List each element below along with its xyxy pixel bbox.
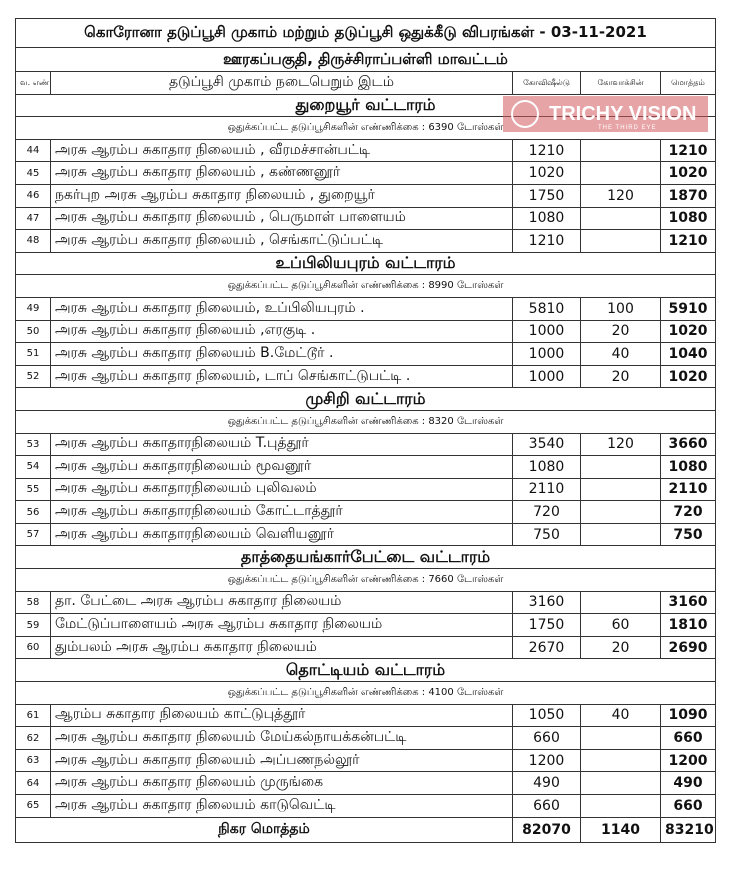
covishield-count: 1000 — [513, 365, 581, 388]
serial-number: 44 — [16, 139, 51, 162]
covaxin-count — [581, 230, 661, 253]
covishield-count: 3540 — [513, 433, 581, 456]
serial-number: 52 — [16, 365, 51, 388]
row-total: 1210 — [661, 139, 716, 162]
block-quota: ஒதுக்கப்பட்ட தடுப்பூசிகளின் எண்ணிக்கை : 8320 டோஸ்கள் — [16, 410, 716, 433]
row-total: 3660 — [661, 433, 716, 456]
covishield-count: 1020 — [513, 162, 581, 185]
serial-number: 51 — [16, 343, 51, 366]
covaxin-count — [581, 523, 661, 546]
table-row — [16, 501, 716, 524]
covishield-count: 1750 — [513, 184, 581, 207]
row-total: 720 — [661, 501, 716, 524]
covaxin-count: 20 — [581, 365, 661, 388]
covaxin-count — [581, 478, 661, 501]
place-name: அரசு ஆரம்ப சுகாதார நிலையம் ,எரகுடி . — [51, 320, 513, 343]
quota-row — [16, 117, 716, 140]
covaxin-count — [581, 749, 661, 772]
covaxin-count: 20 — [581, 320, 661, 343]
header-sn: வ. எண் — [16, 72, 51, 95]
covishield-count: 1050 — [513, 704, 581, 727]
place-name: ஆரம்ப சுகாதார நிலையம் காட்டுபுத்தூர் — [51, 704, 513, 727]
grand-total-covaxin: 1140 — [581, 817, 661, 842]
serial-number: 46 — [16, 184, 51, 207]
place-name: அரசு ஆரம்ப சுகாதார நிலையம் , செங்காட்டுப்பட்டி — [51, 230, 513, 253]
covaxin-count: 40 — [581, 343, 661, 366]
table-row — [16, 614, 716, 637]
block-quota: ஒதுக்கப்பட்ட தடுப்பூசிகளின் எண்ணிக்கை : 4100 டோஸ்கள் — [16, 682, 716, 705]
block-name: தாத்தையங்கார்பேட்டை வட்டாரம் — [16, 546, 716, 569]
place-name: அரசு ஆரம்ப சுகாதாரநிலையம் கோட்டாத்தூர் — [51, 501, 513, 524]
table-row — [16, 139, 716, 162]
serial-number: 50 — [16, 320, 51, 343]
covaxin-count: 120 — [581, 433, 661, 456]
covishield-count: 660 — [513, 795, 581, 818]
serial-number: 57 — [16, 523, 51, 546]
block-heading — [16, 388, 716, 411]
table-row — [16, 456, 716, 479]
serial-number: 48 — [16, 230, 51, 253]
block-quota: ஒதுக்கப்பட்ட தடுப்பூசிகளின் எண்ணிக்கை : 7660 டோஸ்கள் — [16, 569, 716, 592]
table-row — [16, 727, 716, 750]
place-name: தா. பேட்டை அரசு ஆரம்ப சுகாதார நிலையம் — [51, 591, 513, 614]
table-row — [16, 591, 716, 614]
place-name: அரசு ஆரம்ப சுகாதார நிலையம் மேய்கல்நாயக்கன்பட்டி — [51, 727, 513, 750]
serial-number: 54 — [16, 456, 51, 479]
covaxin-count: 120 — [581, 184, 661, 207]
covaxin-count: 100 — [581, 297, 661, 320]
covishield-count: 1080 — [513, 456, 581, 479]
table-row — [16, 297, 716, 320]
covishield-count: 2110 — [513, 478, 581, 501]
serial-number: 47 — [16, 207, 51, 230]
table-row — [16, 320, 716, 343]
row-total: 2690 — [661, 636, 716, 659]
place-name: அரசு ஆரம்ப சுகாதார நிலையம், உப்பிலியபுரம் . — [51, 297, 513, 320]
document-subtitle: ஊரகப்பகுதி, திருச்சிராப்பள்ளி மாவட்டம் — [16, 48, 716, 72]
block-heading — [16, 546, 716, 569]
covishield-count: 5810 — [513, 297, 581, 320]
serial-number: 62 — [16, 727, 51, 750]
serial-number: 53 — [16, 433, 51, 456]
serial-number: 45 — [16, 162, 51, 185]
table-row — [16, 795, 716, 818]
table-row — [16, 433, 716, 456]
covaxin-count: 20 — [581, 636, 661, 659]
block-heading — [16, 659, 716, 682]
row-total: 660 — [661, 795, 716, 818]
covaxin-count — [581, 162, 661, 185]
covaxin-count — [581, 456, 661, 479]
document-title: கொரோனா தடுப்பூசி முகாம் மற்றும் தடுப்பூசி ஒதுக்கீடு விபரங்கள் - 03-11-2021 — [16, 19, 716, 48]
row-total: 1080 — [661, 456, 716, 479]
place-name: தும்பலம் அரசு ஆரம்ப சுகாதார நிலையம் — [51, 636, 513, 659]
serial-number: 56 — [16, 501, 51, 524]
covishield-count: 720 — [513, 501, 581, 524]
row-total: 1200 — [661, 749, 716, 772]
covaxin-count — [581, 795, 661, 818]
grand-total-covishield: 82070 — [513, 817, 581, 842]
serial-number: 55 — [16, 478, 51, 501]
row-total: 3160 — [661, 591, 716, 614]
place-name: நகர்புற அரசு ஆரம்ப சுகாதார நிலையம் , துறையூர் — [51, 184, 513, 207]
table-row — [16, 772, 716, 795]
table-row — [16, 704, 716, 727]
block-quota: ஒதுக்கப்பட்ட தடுப்பூசிகளின் எண்ணிக்கை : 6390 டோஸ்கள் — [16, 117, 716, 140]
row-total: 1810 — [661, 614, 716, 637]
row-total: 750 — [661, 523, 716, 546]
row-total: 1210 — [661, 230, 716, 253]
header-place: தடுப்பூசி முகாம் நடைபெறும் இடம் — [51, 72, 513, 95]
table-row — [16, 230, 716, 253]
covishield-count: 3160 — [513, 591, 581, 614]
covaxin-count: 60 — [581, 614, 661, 637]
place-name: அரசு ஆரம்ப சுகாதார நிலையம் காடுவெட்டி — [51, 795, 513, 818]
covishield-count: 1000 — [513, 343, 581, 366]
row-total: 1020 — [661, 320, 716, 343]
row-total: 660 — [661, 727, 716, 750]
row-total: 5910 — [661, 297, 716, 320]
serial-number: 64 — [16, 772, 51, 795]
table-row — [16, 636, 716, 659]
covaxin-count: 40 — [581, 704, 661, 727]
covishield-count: 1210 — [513, 230, 581, 253]
covishield-count: 490 — [513, 772, 581, 795]
row-total: 1080 — [661, 207, 716, 230]
serial-number: 59 — [16, 614, 51, 637]
serial-number: 65 — [16, 795, 51, 818]
block-name: உப்பிலியபுரம் வட்டாரம் — [16, 252, 716, 275]
covaxin-count — [581, 207, 661, 230]
place-name: அரசு ஆரம்ப சுகாதார நிலையம் முருங்கை — [51, 772, 513, 795]
quota-row — [16, 410, 716, 433]
serial-number: 60 — [16, 636, 51, 659]
covishield-count: 750 — [513, 523, 581, 546]
place-name: அரசு ஆரம்ப சுகாதார நிலையம் B.மேட்டூர் . — [51, 343, 513, 366]
covishield-count: 2670 — [513, 636, 581, 659]
table-row — [16, 162, 716, 185]
vaccination-table — [15, 18, 716, 843]
row-total: 1870 — [661, 184, 716, 207]
row-total: 1040 — [661, 343, 716, 366]
covaxin-count — [581, 772, 661, 795]
row-total: 1020 — [661, 162, 716, 185]
covaxin-count — [581, 727, 661, 750]
place-name: அரசு ஆரம்ப சுகாதார நிலையம் அப்பணநல்லூர் — [51, 749, 513, 772]
block-heading — [16, 252, 716, 275]
header-covaxin: கோவாக்சின் — [581, 72, 661, 95]
table-row — [16, 184, 716, 207]
covishield-count: 1750 — [513, 614, 581, 637]
place-name: அரசு ஆரம்ப சுகாதாரநிலையம் வெளியனூர் — [51, 523, 513, 546]
table-row — [16, 523, 716, 546]
place-name: அரசு ஆரம்ப சுகாதாரநிலையம் T.புத்தூர் — [51, 433, 513, 456]
row-total: 490 — [661, 772, 716, 795]
header-total: மொத்தம் — [661, 72, 716, 95]
grand-total-row — [16, 817, 716, 842]
table-row — [16, 749, 716, 772]
header-row — [16, 72, 716, 95]
row-total: 1020 — [661, 365, 716, 388]
serial-number: 63 — [16, 749, 51, 772]
covishield-count: 1000 — [513, 320, 581, 343]
serial-number: 61 — [16, 704, 51, 727]
row-total: 2110 — [661, 478, 716, 501]
covishield-count: 660 — [513, 727, 581, 750]
table-row — [16, 478, 716, 501]
covishield-count: 1200 — [513, 749, 581, 772]
place-name: அரசு ஆரம்ப சுகாதாரநிலையம் மூவனூர் — [51, 456, 513, 479]
block-quota: ஒதுக்கப்பட்ட தடுப்பூசிகளின் எண்ணிக்கை : 8990 டோஸ்கள் — [16, 275, 716, 298]
header-covishield: கோவிஷீல்டு — [513, 72, 581, 95]
grand-total-total: 83210 — [661, 817, 716, 842]
covaxin-count — [581, 501, 661, 524]
block-name: முசிறி வட்டாரம் — [16, 388, 716, 411]
place-name: அரசு ஆரம்ப சுகாதார நிலையம் , வீரமச்சான்பட்டி — [51, 139, 513, 162]
row-total: 1090 — [661, 704, 716, 727]
place-name: அரசு ஆரம்ப சுகாதார நிலையம், டாப் செங்காட்டுபட்டி . — [51, 365, 513, 388]
watermark-text: TRICHY VISION — [549, 102, 697, 125]
block-name: துறையூர் வட்டாரம் — [16, 94, 716, 117]
serial-number: 58 — [16, 591, 51, 614]
covaxin-count — [581, 139, 661, 162]
quota-row — [16, 569, 716, 592]
block-heading — [16, 94, 716, 117]
table-row — [16, 365, 716, 388]
covishield-count: 1210 — [513, 139, 581, 162]
block-name: தொட்டியம் வட்டாரம் — [16, 659, 716, 682]
table-row — [16, 343, 716, 366]
quota-row — [16, 275, 716, 298]
covishield-count: 1080 — [513, 207, 581, 230]
watermark-tagline: THE THIRD EYE — [598, 125, 657, 131]
table-row — [16, 207, 716, 230]
covaxin-count — [581, 591, 661, 614]
serial-number: 49 — [16, 297, 51, 320]
place-name: அரசு ஆரம்ப சுகாதார நிலையம் , கண்ணனூர் — [51, 162, 513, 185]
place-name: மேட்டுப்பாளையம் அரசு ஆரம்ப சுகாதார நிலையம் — [51, 614, 513, 637]
place-name: அரசு ஆரம்ப சுகாதார நிலையம் , பெருமாள் பாளையம் — [51, 207, 513, 230]
quota-row — [16, 682, 716, 705]
place-name: அரசு ஆரம்ப சுகாதாரநிலையம் புலிவலம் — [51, 478, 513, 501]
grand-total-label: நிகர மொத்தம் — [16, 817, 513, 842]
